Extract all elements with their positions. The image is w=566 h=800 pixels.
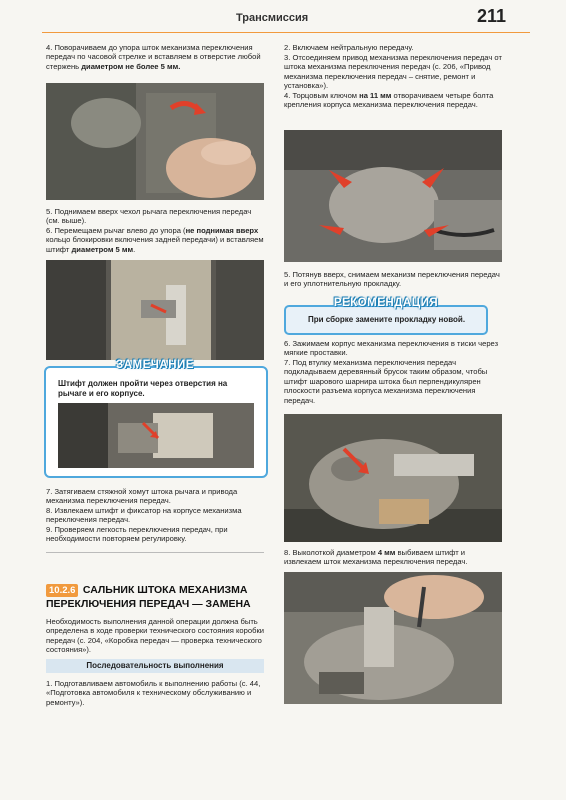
- step-1-text: 1. Подготавливаем автомобиль к выполнению работы (с. 44, «Подготовка автомобиля к техническому обслуживанию и ремонту»).: [46, 679, 261, 707]
- photo-step-4: [46, 83, 264, 200]
- step-5-text: 5. Поднимаем вверх чехол рычага переключения передач (см. выше).: [46, 207, 252, 226]
- photo-note: [58, 403, 254, 468]
- divider: [46, 552, 264, 553]
- note-text: Штифт должен пройти через отверстия на рычаге и его корпусе.: [58, 379, 228, 398]
- recommendation-title: РЕКОМЕНДАЦИЯ: [333, 297, 439, 309]
- intro-text: Необходимость выполнения данной операции должна быть определена в ходе проверки технического состояния коробки передач (с. 204, «Коробка передач — проверка технического состояния»).: [46, 617, 265, 655]
- step-5-text-right: 5. Потянув вверх, снимаем механизм переключения передач и его уплотнительную прокладку.: [284, 270, 500, 289]
- section-heading: [46, 580, 266, 611]
- step-8-text: 8. Извлекаем штифт и фиксатор на корпусе механизма переключения передач.: [46, 506, 242, 525]
- running-header-section: Трансмиссия: [236, 12, 309, 24]
- section-title-line-1: САЛЬНИК ШТОКА МЕХАНИЗМА: [82, 584, 248, 596]
- photo-step-8: [284, 572, 502, 704]
- step-6-text: 6. Перемещаем рычаг влево до упора (не поднимая вверх кольцо блокировки включения задней передачи) и вставляем штифт диаметром 5 мм.: [46, 226, 264, 254]
- step-9-text: 9. Проверяем легкость переключения передач, при необходимости повторяем регулировку.: [46, 525, 228, 544]
- recommendation-text: При сборке замените прокладку новой.: [307, 315, 466, 324]
- page-number: 211: [477, 6, 507, 26]
- header-rule: [42, 32, 530, 33]
- sequence-heading: Последовательность выполнения: [46, 659, 264, 673]
- step-3-text: 3. Отсоединяем привод механизма переключения передач от штока механизма переключения передач (с. 206, «Привод механизма переключения передач – снятие, ремонт и установка»).: [284, 53, 502, 91]
- step-7-text: 7. Затягиваем стяжной хомут штока рычага и привода механизма переключения передач.: [46, 487, 238, 506]
- step-6-text-right: 6. Зажимаем корпус механизма переключения в тиски через мягкие проставки.: [284, 339, 499, 358]
- section-title-line-2: ПЕРЕКЛЮЧЕНИЯ ПЕРЕДАЧ — ЗАМЕНА: [46, 598, 251, 610]
- photo-step-6: [46, 260, 264, 360]
- section-number: 10.2.6: [46, 584, 78, 597]
- photo-step-4-bolts: [284, 130, 502, 262]
- note-title: ЗАМЕЧАНИЕ: [116, 359, 194, 371]
- step-7-text-right: 7. Под втулку механизма переключения передач подкладываем деревянный брусок таким образом, чтобы штифт шарового шарнира штока был перпендикулярен плоскости разъема корпуса механизма переключения передач.: [284, 358, 488, 405]
- step-2-text: 2. Включаем нейтральную передачу.: [284, 43, 414, 52]
- step-4-text-right: 4. Торцовым ключом на 11 мм отворачиваем четыре болта крепления корпуса механизма переключения передач.: [284, 91, 494, 110]
- step-4-text: 4. Поворачиваем до упора шток механизма переключения передач по часовой стрелке и вставляем в отверстие любой стержень диаметром не более 5 мм.: [46, 43, 261, 71]
- photo-step-7: [284, 414, 502, 542]
- step-8-text-right: 8. Выколоткой диаметром 4 мм выбиваем штифт и извлекаем шток механизма переключения передач.: [284, 548, 468, 567]
